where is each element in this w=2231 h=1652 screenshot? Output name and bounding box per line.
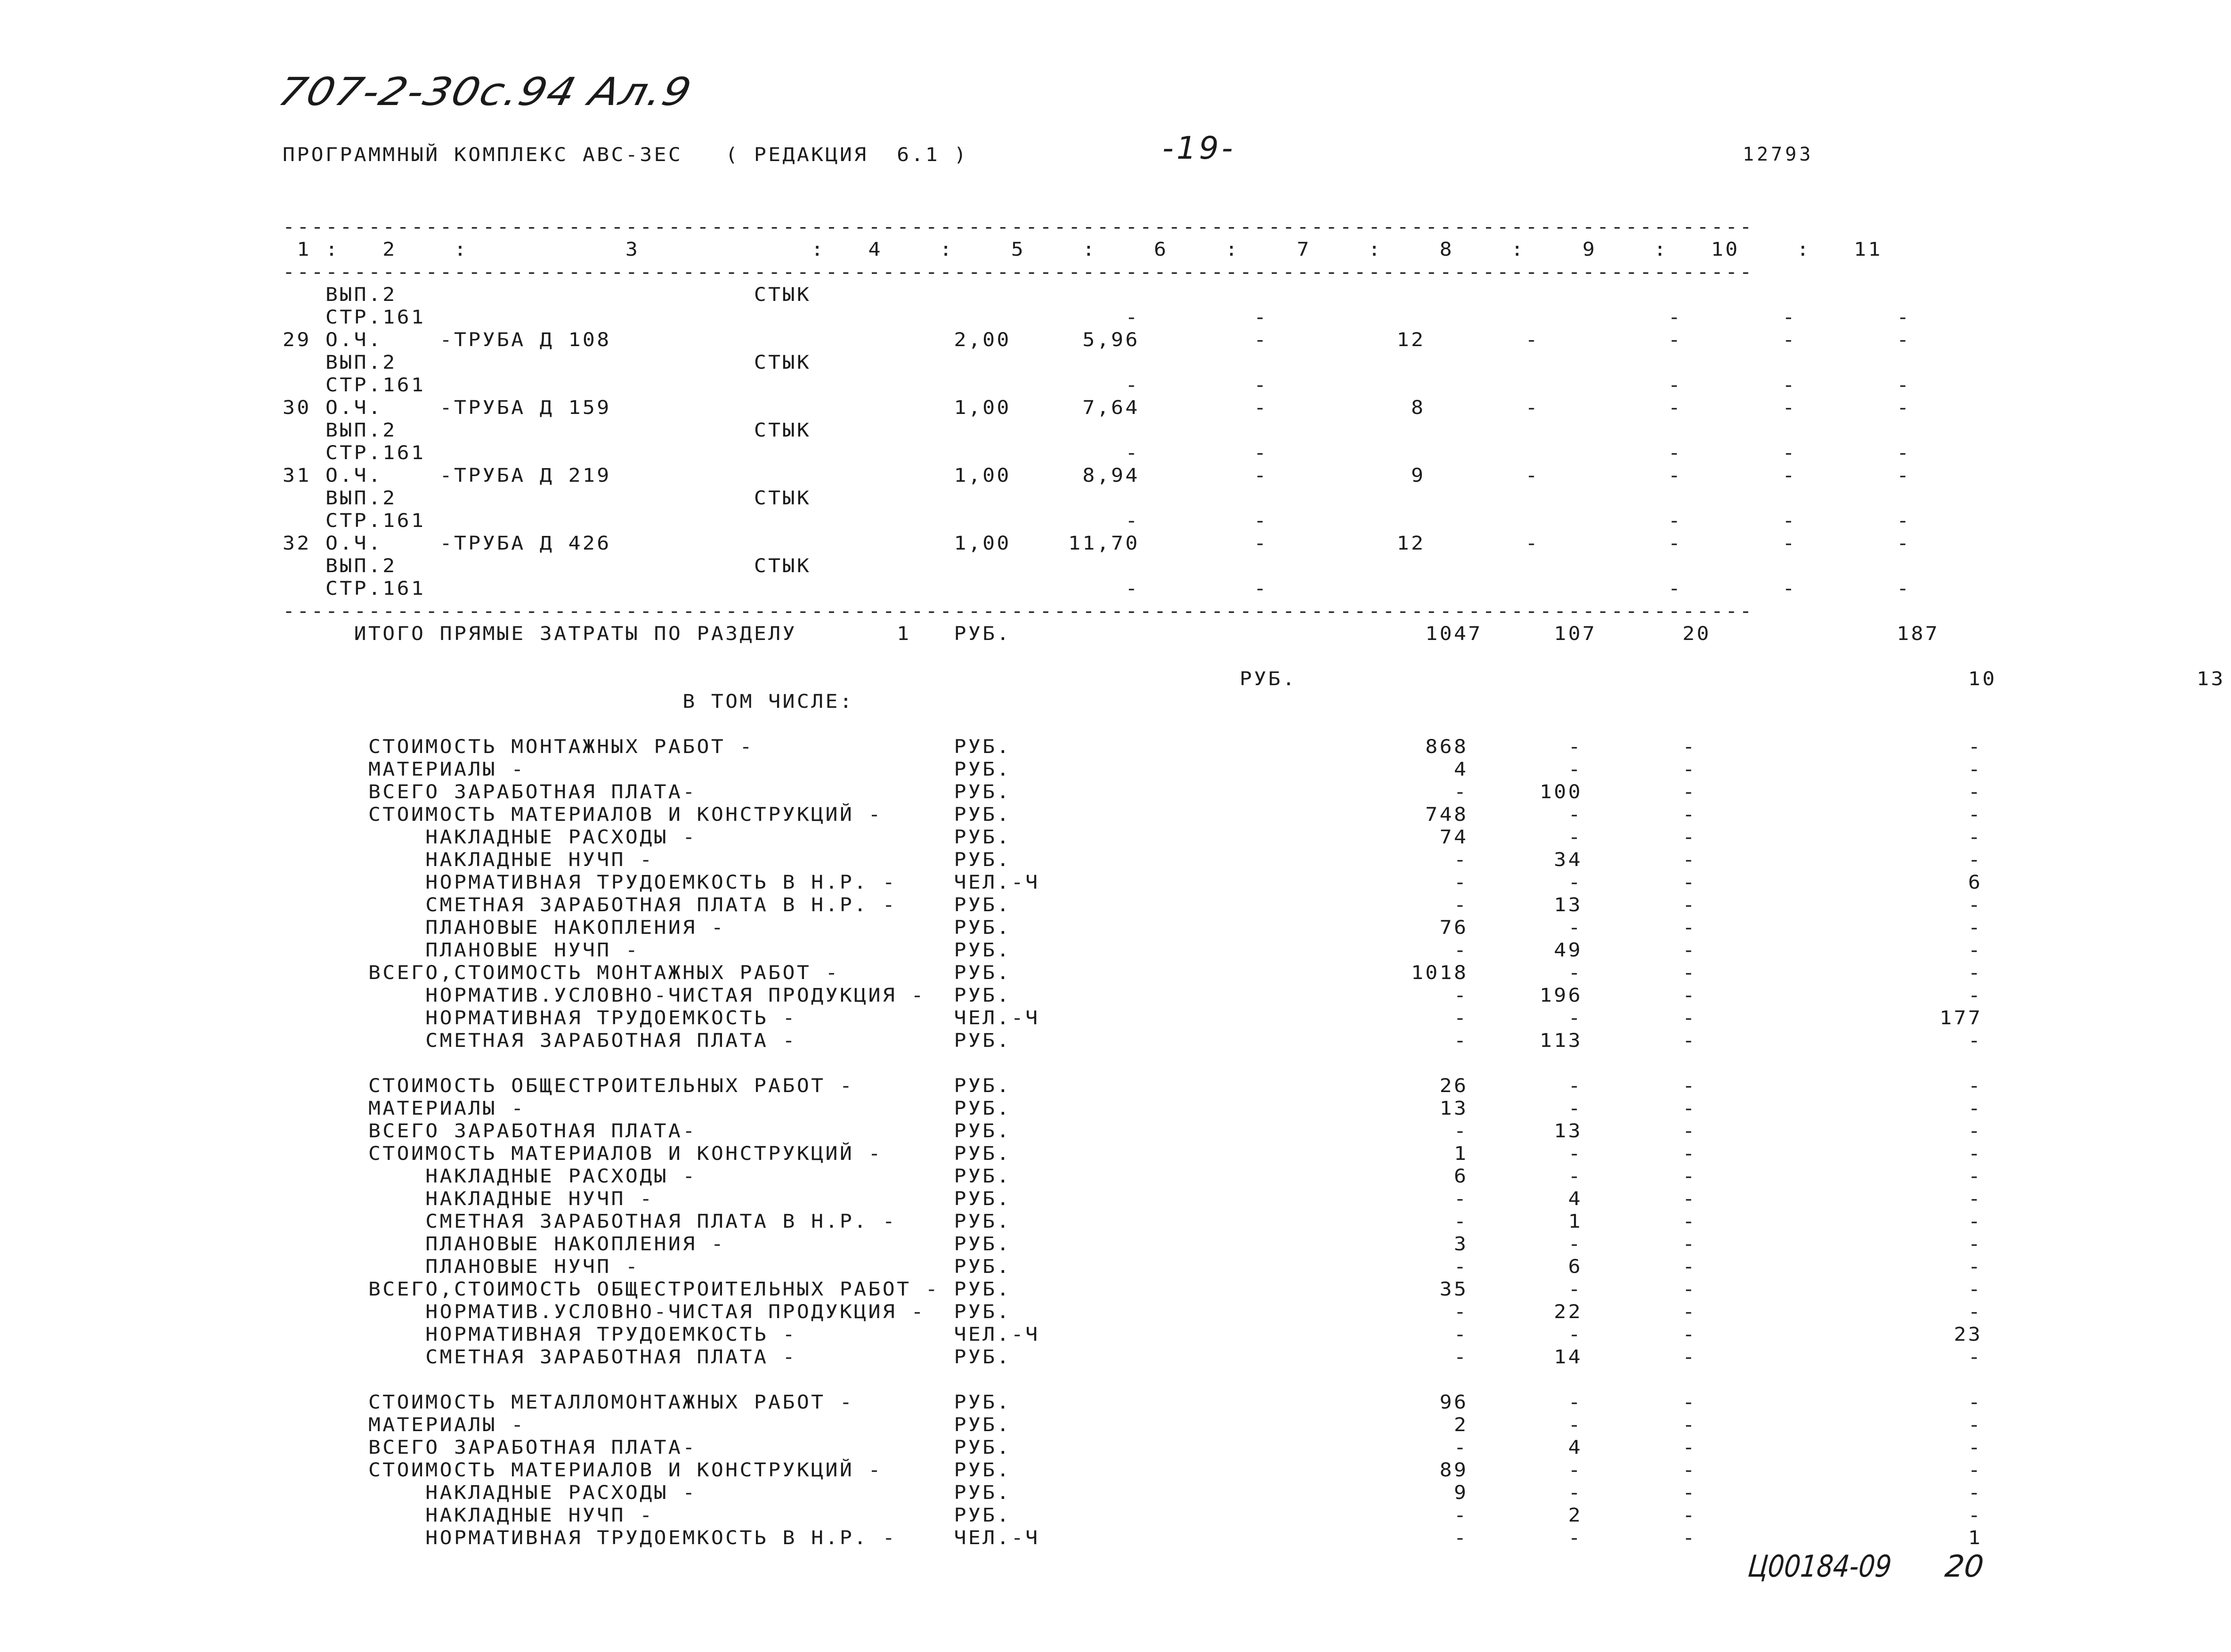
breakdown-row: МАТЕРИАЛЫ - РУБ. 13 - - -: [368, 1098, 1983, 1119]
breakdown-row: НОРМАТИВ.УСЛОВНО-ЧИСТАЯ ПРОДУКЦИЯ - РУБ. - 22 - -: [425, 1301, 1983, 1323]
breakdown-row: НОРМАТИВНАЯ ТРУДОЕМКОСТЬ - ЧЕЛ.-Ч - - - 177: [425, 1007, 1983, 1029]
table-row: 32 О.Ч. -ТРУБА Д 426 1,00 11,70 - 12 - - - -: [283, 533, 1911, 554]
breakdown-row: НОРМАТИВНАЯ ТРУДОЕМКОСТЬ - ЧЕЛ.-Ч - - - 23: [425, 1324, 1983, 1345]
totals-row: ИТОГО ПРЯМЫЕ ЗАТРАТЫ ПО РАЗДЕЛУ 1 РУБ. 1047 107 20 187: [354, 623, 1940, 645]
breakdown-row: НАКЛАДНЫЕ НУЧП - РУБ. - 34 - -: [425, 849, 1983, 871]
table-row: СТР.161 - - - - -: [325, 374, 1911, 396]
table-row: СТР.161 - - - - -: [325, 510, 1911, 532]
page-number: -19-: [1162, 130, 1236, 166]
breakdown-row: СТОИМОСТЬ МОНТАЖНЫХ РАБОТ - РУБ. 868 - - -: [368, 736, 1983, 758]
footer-code: Ц00184-09: [1746, 1549, 1893, 1584]
table-row: СТР.161 - - - - -: [325, 442, 1911, 464]
breakdown-row: МАТЕРИАЛЫ - РУБ. 2 - - -: [368, 1414, 1983, 1436]
including-label: В ТОМ ЧИСЛЕ:: [682, 691, 854, 713]
breakdown-row: НОРМАТИВНАЯ ТРУДОЕМКОСТЬ В Н.Р. - ЧЕЛ.-Ч - - - 1: [425, 1527, 1983, 1549]
document-number: 12793: [1743, 144, 1814, 165]
breakdown-row: СМЕТНАЯ ЗАРАБОТНАЯ ПЛАТА В Н.Р. - РУБ. - 13 - -: [425, 894, 1983, 916]
table-row: ВЫП.2 СТЫК: [325, 487, 811, 509]
table-row: 30 О.Ч. -ТРУБА Д 159 1,00 7,64 - 8 - - - -: [283, 397, 1911, 419]
breakdown-row: НОРМАТИВ.УСЛОВНО-ЧИСТАЯ ПРОДУКЦИЯ - РУБ. - 196 - -: [425, 985, 1983, 1006]
breakdown-row: МАТЕРИАЛЫ - РУБ. 4 - - -: [368, 759, 1983, 780]
breakdown-row: СТОИМОСТЬ МЕТАЛЛОМОНТАЖНЫХ РАБОТ - РУБ. 96 - - -: [368, 1392, 1983, 1413]
breakdown-row: ВСЕГО,СТОИМОСТЬ МОНТАЖНЫХ РАБОТ - РУБ. 1018 - - -: [368, 962, 1983, 984]
document-stamp: 707-2-30с.94 Ал.9: [274, 70, 697, 114]
breakdown-row: НАКЛАДНЫЕ НУЧП - РУБ. - 2 - -: [425, 1505, 1983, 1526]
breakdown-row: ПЛАНОВЫЕ НУЧП - РУБ. - 49 - -: [425, 939, 1983, 961]
totals-row-secondary: РУБ. 10 13: [1240, 668, 2225, 690]
breakdown-row: ВСЕГО,СТОИМОСТЬ ОБЩЕСТРОИТЕЛЬНЫХ РАБОТ - РУБ. 35 - - -: [368, 1279, 1983, 1300]
breakdown-row: НАКЛАДНЫЕ РАСХОДЫ - РУБ. 74 - - -: [425, 826, 1983, 848]
breakdown-row: НАКЛАДНЫЕ НУЧП - РУБ. - 4 - -: [425, 1188, 1983, 1210]
table-rule: -------------------------------------------------------------------------------------------------------: [283, 216, 1754, 238]
breakdown-row: ПЛАНОВЫЕ НАКОПЛЕНИЯ - РУБ. 3 - - -: [425, 1233, 1983, 1255]
breakdown-row: СМЕТНАЯ ЗАРАБОТНАЯ ПЛАТА - РУБ. - 14 - -: [425, 1346, 1983, 1368]
breakdown-row: ПЛАНОВЫЕ НАКОПЛЕНИЯ - РУБ. 76 - - -: [425, 917, 1983, 939]
breakdown-row: ПЛАНОВЫЕ НУЧП - РУБ. - 6 - -: [425, 1256, 1983, 1278]
breakdown-row: СТОИМОСТЬ МАТЕРИАЛОВ И КОНСТРУКЦИЙ - РУБ. 748 - - -: [368, 804, 1983, 826]
table-rule: -------------------------------------------------------------------------------------------------------: [283, 600, 1754, 622]
footer-sheet-number: 20: [1943, 1549, 1986, 1584]
table-header: 1 : 2 : 3 : 4 : 5 : 6 : 7 : 8 : 9 : 10 : 11: [297, 239, 1882, 260]
table-row: 29 О.Ч. -ТРУБА Д 108 2,00 5,96 - 12 - - - -: [283, 329, 1911, 351]
table-rule: -------------------------------------------------------------------------------------------------------: [283, 261, 1754, 283]
table-row: СТР.161 - - - - -: [325, 578, 1911, 599]
breakdown-row: СТОИМОСТЬ МАТЕРИАЛОВ И КОНСТРУКЦИЙ - РУБ. 1 - - -: [368, 1143, 1983, 1165]
estimate-table: [283, 216, 2225, 1549]
breakdown-row: СМЕТНАЯ ЗАРАБОТНАЯ ПЛАТА - РУБ. - 113 - -: [425, 1030, 1983, 1052]
breakdown-row: НАКЛАДНЫЕ РАСХОДЫ - РУБ. 6 - - -: [425, 1166, 1983, 1187]
breakdown-row: СТОИМОСТЬ МАТЕРИАЛОВ И КОНСТРУКЦИЙ - РУБ. 89 - - -: [368, 1459, 1983, 1481]
breakdown-row: СТОИМОСТЬ ОБЩЕСТРОИТЕЛЬНЫХ РАБОТ - РУБ. 26 - - -: [368, 1075, 1983, 1097]
breakdown-row: ВСЕГО ЗАРАБОТНАЯ ПЛАТА- РУБ. - 13 - -: [368, 1120, 1983, 1142]
breakdown-row: ВСЕГО ЗАРАБОТНАЯ ПЛАТА- РУБ. - 100 - -: [368, 781, 1983, 803]
breakdown-row: НОРМАТИВНАЯ ТРУДОЕМКОСТЬ В Н.Р. - ЧЕЛ.-Ч - - - 6: [425, 872, 1983, 893]
table-row: СТР.161 - - - - -: [325, 307, 1911, 328]
table-row: ВЫП.2 СТЫК: [325, 352, 811, 373]
table-row: 31 О.Ч. -ТРУБА Д 219 1,00 8,94 - 9 - - - -: [283, 465, 1911, 486]
table-row: ВЫП.2 СТЫК: [325, 284, 811, 306]
breakdown-row: СМЕТНАЯ ЗАРАБОТНАЯ ПЛАТА В Н.Р. - РУБ. - 1 - -: [425, 1211, 1983, 1232]
breakdown-row: ВСЕГО ЗАРАБОТНАЯ ПЛАТА- РУБ. - 4 - -: [368, 1437, 1983, 1458]
breakdown-row: НАКЛАДНЫЕ РАСХОДЫ - РУБ. 9 - - -: [425, 1482, 1983, 1504]
table-row: ВЫП.2 СТЫК: [325, 555, 811, 577]
table-row: ВЫП.2 СТЫК: [325, 420, 811, 441]
program-header: ПРОГРАММНЫЙ КОМПЛЕКС АВС-3ЕС ( РЕДАКЦИЯ 6.1 ): [283, 144, 968, 166]
